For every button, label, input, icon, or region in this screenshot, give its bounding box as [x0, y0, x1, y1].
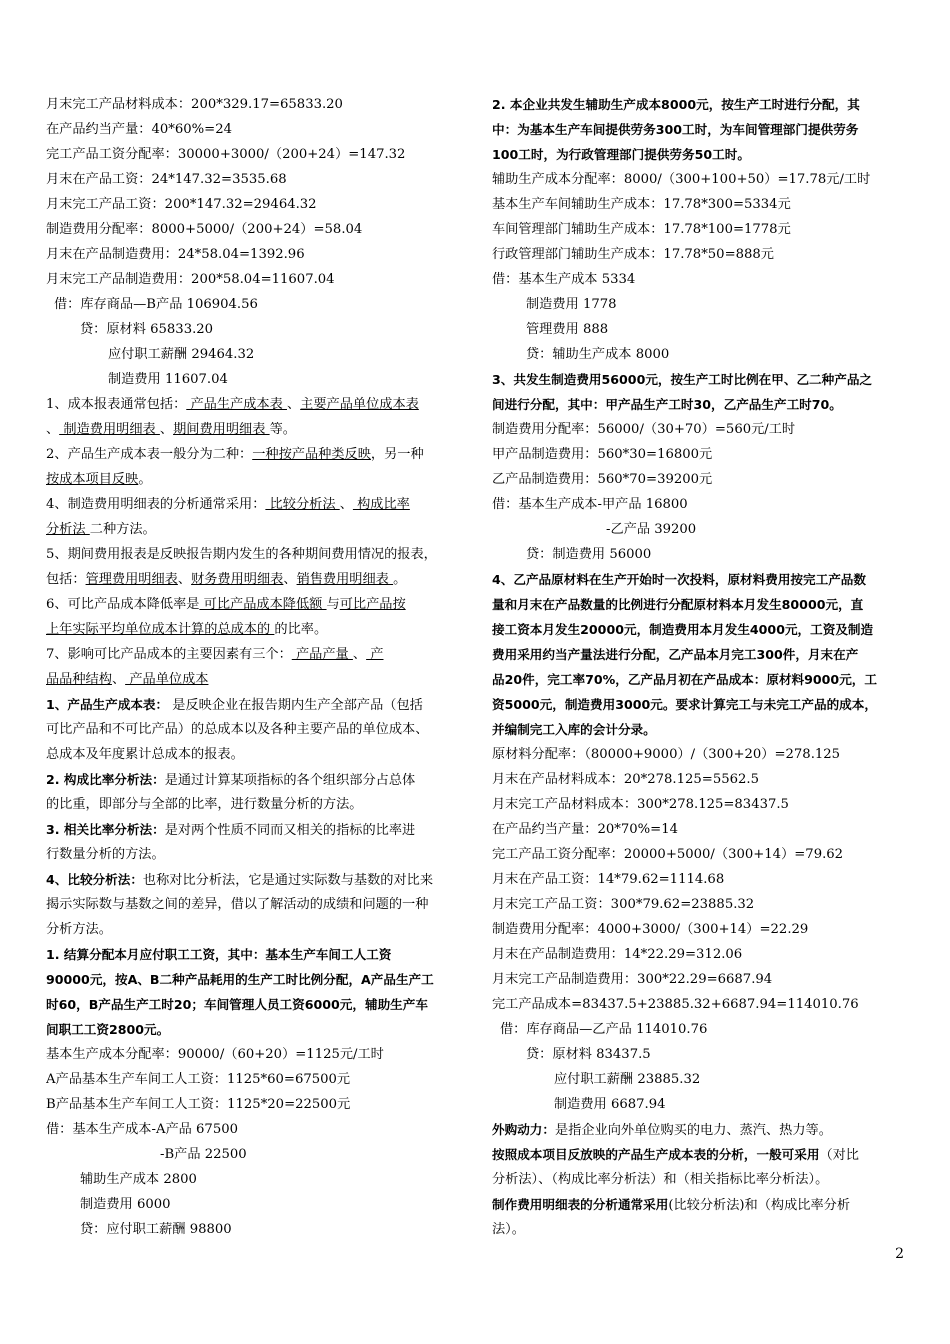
text-segment: 也称对比分析法，它是通过实际数与基数的对比来 — [142, 873, 434, 888]
text-line: 月末在产品制造费用：14*22.29=312.06 — [492, 947, 743, 962]
underlined-answer: 分析法 — [46, 522, 90, 537]
text-segment: 、 — [177, 572, 192, 587]
text-line: 原材料分配率：（80000+9000）/（300+20）=278.125 — [492, 747, 841, 762]
text-line — [46, 417, 460, 442]
text-line: 贷：辅助生产成本 8000 — [526, 347, 670, 362]
text-segment: 。 — [393, 572, 407, 587]
text-segment: 、 — [46, 422, 60, 437]
text-line — [492, 1192, 908, 1217]
text-segment: 的比率。 — [274, 622, 328, 637]
text-line: 车间管理部门辅助生产成本：17.78*100=1778元 — [492, 222, 791, 237]
text-line: -乙产品 39200 — [606, 522, 697, 537]
underlined-answer: 一种按产品种类反映 — [252, 447, 371, 462]
text-segment: 二种方法。 — [89, 522, 156, 537]
text-line: 费用采用约当产量法进行分配，乙产品本月完工300件，月末在产 — [492, 647, 859, 662]
text-line: 的比重，即部分与全部的比率，进行数量分析的方法。 — [46, 797, 363, 812]
text-segment: 、 — [111, 672, 126, 687]
text-line: 月末完工产品制造费用：300*22.29=6687.94 — [492, 972, 773, 987]
underlined-answer: 产品单位成本 — [125, 672, 209, 687]
text-line — [492, 1142, 908, 1167]
text-segment: 、 — [159, 422, 174, 437]
text-line: 月末完工产品工资：300*79.62=23885.32 — [492, 897, 755, 912]
text-line: 贷：应付职工薪酬 98800 — [80, 1222, 232, 1237]
text-line: 5、期间费用报表是反映报告期内发生的各种期间费用情况的报表， — [46, 547, 437, 562]
underlined-answer: 财务费用明细表 — [191, 572, 284, 587]
text-segment: 1、成本报表通常包括： — [46, 397, 187, 412]
text-line — [46, 642, 460, 667]
text-line: 100工时，为行政管理部门提供劳务50工时。 — [492, 147, 750, 162]
underlined-answer: 产品产量 — [291, 647, 353, 662]
text-line — [46, 692, 460, 717]
text-line: 辅助生产成本 2800 — [80, 1172, 197, 1187]
text-line: 制造费用 6687.94 — [554, 1097, 666, 1112]
bold-term: 4、比较分析法： — [46, 872, 143, 887]
text-line — [46, 867, 460, 892]
text-line: B产品基本生产车间工人工资：1125*20=22500元 — [46, 1097, 351, 1112]
text-line: 贷：原材料 83437.5 — [526, 1047, 651, 1062]
underlined-answer: 可比产品按 — [339, 597, 406, 612]
text-line: 借：基本生产成本-A产品 67500 — [46, 1122, 238, 1137]
text-segment: 6、可比产品成本降低率是 — [46, 597, 200, 612]
text-line: 中：为基本生产车间提供劳务300工时，为车间管理部门提供劳务 — [492, 122, 859, 137]
underlined-answer: 上年实际平均单位成本计算的总成本的 — [46, 622, 275, 637]
text-line: 分析方法。 — [46, 922, 112, 937]
text-segment: (比较分析法)和（构成比率分析 — [668, 1198, 851, 1213]
text-line: 贷：原材料 65833.20 — [80, 322, 214, 337]
text-segment: 等。 — [269, 422, 296, 437]
underlined-answer: 可比产品成本降低额 — [199, 597, 327, 612]
bold-term: 1、产品生产成本表： — [46, 697, 169, 712]
text-line — [492, 1117, 908, 1142]
underlined-answer: 制造费用明细表 — [59, 422, 160, 437]
text-line: 4、乙产品原材料在生产开始时一次投料，原材料费用按完工产品数 — [492, 572, 866, 587]
text-line: -B产品 22500 — [160, 1147, 247, 1162]
text-line: 并编制完工入库的会计分录。 — [492, 722, 656, 737]
bold-term: 3. 相关比率分析法： — [46, 822, 165, 837]
text-line: 法）。 — [492, 1222, 525, 1237]
text-segment: （对比 — [819, 1148, 859, 1163]
text-line: 3、共发生制造费用56000元，按生产工时比例在甲、乙二种产品之 — [492, 372, 873, 387]
text-line — [46, 817, 460, 842]
page-number: 2 — [895, 1246, 904, 1262]
text-segment: 、 — [283, 572, 297, 587]
underlined-answer: 销售费用明细表 — [296, 572, 394, 587]
right-column — [492, 92, 908, 1242]
text-line: 制造费用分配率：56000/（30+70）=560元/工时 — [492, 422, 796, 437]
underlined-answer: 管理费用明细表 — [85, 572, 178, 587]
text-line: 基本生产车间辅助生产成本：17.78*300=5334元 — [492, 197, 791, 212]
text-line: 量和月末在产品数量的比例进行分配原材料本月发生80000元，直 — [492, 597, 864, 612]
underlined-answer: 期间费用明细表 — [173, 422, 270, 437]
text-line: 制造费用 6000 — [80, 1197, 171, 1212]
text-line: 在产品约当产量：20*70%=14 — [492, 822, 679, 837]
text-line: 在产品约当产量：40*60%=24 — [46, 122, 233, 137]
text-line: 月末在产品工资：14*79.62=1114.68 — [492, 872, 725, 887]
text-line — [46, 592, 460, 617]
text-line: 可比产品和不可比产品）的总成本以及各种主要产品的单位成本、 — [46, 722, 429, 737]
text-line: 接工资本月发生20000元，制造费用本月发生4000元，工资及制造 — [492, 622, 874, 637]
text-segment: 包括： — [46, 572, 86, 587]
left-column — [46, 92, 460, 1242]
text-line: 甲产品制造费用：560*30=16800元 — [492, 447, 713, 462]
bold-term: 制作费用明细表的分析通常采用 — [492, 1197, 669, 1212]
text-line: 月末完工产品材料成本：200*329.17=65833.20 — [46, 97, 343, 112]
text-line: 月末在产品材料成本：20*278.125=5562.5 — [492, 772, 759, 787]
text-line: 1. 结算分配本月应付职工工资，其中：基本生产车间工人工资 — [46, 947, 392, 962]
underlined-answer: 品品种结构 — [46, 672, 112, 687]
text-line: A产品基本生产车间工人工资：1125*60=67500元 — [46, 1072, 351, 1087]
text-line: 分析法）、（构成比率分析法）和（相关指标比率分析法）。 — [492, 1172, 829, 1187]
text-segment: ，另一种 — [370, 447, 424, 462]
text-segment: 是对两个性质不同而又相关的指标的比率进 — [164, 823, 416, 838]
text-line: 资5000元，制造费用3000元。要求计算完工与未完工产品的成本， — [492, 697, 877, 712]
text-line: 辅助生产成本分配率：8000/（300+100+50）=17.78元/工时 — [492, 172, 871, 187]
text-line — [46, 442, 460, 467]
underlined-answer: 按成本项目反映 — [46, 472, 139, 487]
text-line — [46, 517, 460, 542]
text-line: 月末完工产品材料成本：300*278.125=83437.5 — [492, 797, 789, 812]
text-line: 时60，B产品生产工时20；车间管理人员工资6000元，辅助生产车 — [46, 997, 428, 1012]
text-line — [46, 617, 460, 642]
text-line: 90000元，按A、B二种产品耗用的生产工时比例分配，A产品生产工 — [46, 972, 434, 987]
text-segment: 与 — [326, 597, 340, 612]
text-line: 贷：制造费用 56000 — [526, 547, 652, 562]
underlined-answer: 产品生产成本表 — [186, 397, 287, 412]
text-line: 间进行分配，其中：甲产品生产工时30，乙产品生产工时70。 — [492, 397, 842, 412]
text-line: 管理费用 888 — [526, 322, 609, 337]
text-segment: 、 — [286, 397, 301, 412]
text-line: 月末在产品工资：24*147.32=3535.68 — [46, 172, 287, 187]
text-line: 乙产品制造费用：560*70=39200元 — [492, 472, 713, 487]
text-line: 基本生产成本分配率：90000/（60+20）=1125元/工时 — [46, 1047, 384, 1062]
text-line: 应付职工薪酬 29464.32 — [108, 347, 255, 362]
text-line: 揭示实际数与基数之间的差异，借以了解活动的成绩和问题的一种 — [46, 897, 429, 912]
text-segment: 是指企业向外单位购买的电力、蒸汽、热力等。 — [554, 1123, 832, 1138]
text-line: 借：库存商品—乙产品 114010.76 — [500, 1022, 708, 1037]
text-segment: 、 — [339, 497, 353, 512]
text-line: 借：基本生产成本-甲产品 16800 — [492, 497, 688, 512]
text-line: 借：基本生产成本 5334 — [492, 272, 636, 287]
text-line: 制造费用 11607.04 — [108, 372, 228, 387]
text-line: 品20件，完工率70%，乙产品月初在产品成本：原材料9000元，工 — [492, 672, 877, 687]
text-line: 2. 本企业共发生辅助生产成本8000元，按生产工时进行分配，其 — [492, 97, 860, 112]
text-segment: 。 — [138, 472, 152, 487]
text-line — [46, 392, 460, 417]
text-line: 月末完工产品制造费用：200*58.04=11607.04 — [46, 272, 335, 287]
text-line: 制造费用 1778 — [526, 297, 617, 312]
text-segment: 4、制造费用明细表的分析通常采用： — [46, 497, 266, 512]
text-line: 完工产品成本=83437.5+23885.32+6687.94=114010.76 — [492, 997, 859, 1012]
text-line: 月末完工产品工资：200*147.32=29464.32 — [46, 197, 317, 212]
text-segment: 是通过计算某项指标的各个组织部分占总体 — [164, 773, 416, 788]
text-segment: 是反映企业在报告期内生产全部产品（包括 — [168, 698, 423, 713]
text-line: 总成本及年度累计总成本的报表。 — [46, 747, 244, 762]
text-line — [46, 667, 460, 692]
text-line: 行数量分析的方法。 — [46, 847, 165, 862]
text-line — [46, 567, 460, 592]
text-line: 月末在产品制造费用：24*58.04=1392.96 — [46, 247, 305, 262]
underlined-answer: 构成比率 — [352, 497, 410, 512]
text-line: 间职工工资2800元。 — [46, 1022, 170, 1037]
text-line: 制造费用分配率：4000+3000/（300+14）=22.29 — [492, 922, 809, 937]
text-segment: 2、产品生产成本表一般分为二种： — [46, 447, 253, 462]
bold-term: 外购动力： — [492, 1122, 555, 1137]
underlined-answer: 比较分析法 — [265, 497, 340, 512]
text-line — [46, 767, 460, 792]
text-segment: 、 — [352, 647, 367, 662]
text-line — [46, 467, 460, 492]
text-line: 应付职工薪酬 23885.32 — [554, 1072, 701, 1087]
text-line: 行政管理部门辅助生产成本：17.78*50=888元 — [492, 247, 774, 262]
text-segment: 7、影响可比产品成本的主要因素有三个： — [46, 647, 292, 662]
text-line: 制造费用分配率：8000+5000/（200+24）=58.04 — [46, 222, 363, 237]
bold-term: 2. 构成比率分析法： — [46, 772, 165, 787]
text-line: 借：库存商品—B产品 106904.56 — [54, 297, 258, 312]
underlined-answer: 产 — [366, 647, 384, 662]
bold-term: 按照成本项目反放映的产品生产成本表的分析，一般可采用 — [492, 1147, 820, 1162]
text-line — [46, 492, 460, 517]
underlined-answer: 主要产品单位成本表 — [300, 397, 419, 412]
text-line: 完工产品工资分配率：30000+3000/（200+24）=147.32 — [46, 147, 406, 162]
text-line: 完工产品工资分配率：20000+5000/（300+14）=79.62 — [492, 847, 844, 862]
